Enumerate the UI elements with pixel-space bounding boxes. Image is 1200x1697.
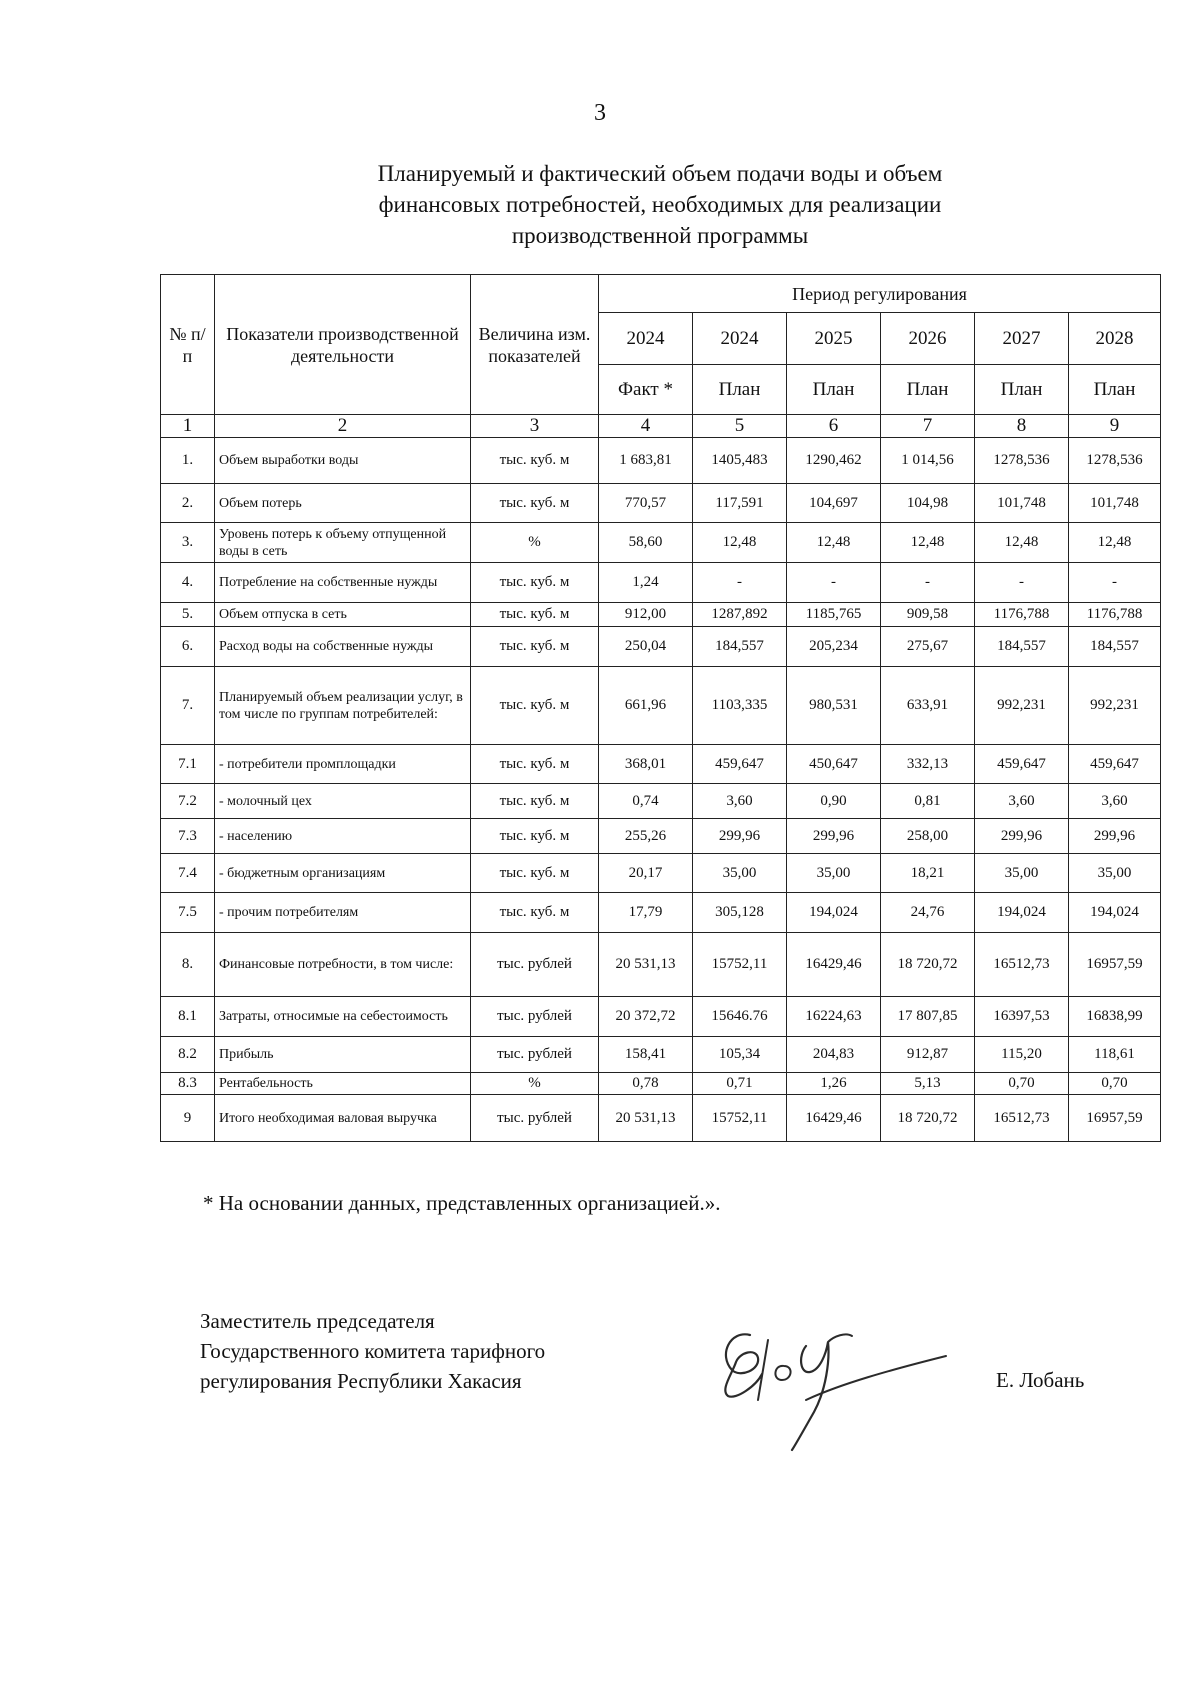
row-value: 12,48 <box>881 523 975 563</box>
row-value: 117,591 <box>693 484 787 523</box>
row-number: 7.3 <box>161 819 215 854</box>
row-value: 18,21 <box>881 854 975 893</box>
row-value: 194,024 <box>975 893 1069 933</box>
row-unit: тыс. куб. м <box>471 893 599 933</box>
row-value: 12,48 <box>975 523 1069 563</box>
row-unit: тыс. куб. м <box>471 484 599 523</box>
table-row <box>161 997 1161 1037</box>
row-value: 1,24 <box>599 563 693 603</box>
table-row <box>161 819 1161 854</box>
row-number: 6. <box>161 627 215 667</box>
row-indicator: - бюджетным организациям <box>215 854 471 893</box>
row-value: 368,01 <box>599 745 693 784</box>
row-value: - <box>1069 563 1161 603</box>
row-unit: тыс. куб. м <box>471 667 599 745</box>
row-unit: % <box>471 1073 599 1095</box>
row-value: 105,34 <box>693 1037 787 1073</box>
row-value: 0,78 <box>599 1073 693 1095</box>
row-value: 633,91 <box>881 667 975 745</box>
row-value: 18 720,72 <box>881 1095 975 1142</box>
signer-position-line: Государственного комитета тарифного <box>200 1339 546 1363</box>
row-unit: тыс. куб. м <box>471 603 599 627</box>
row-indicator: Итого необходимая валовая выручка <box>215 1095 471 1142</box>
row-unit: тыс. рублей <box>471 1095 599 1142</box>
row-number: 7.1 <box>161 745 215 784</box>
row-value: 3,60 <box>975 784 1069 819</box>
header-type: План <box>975 365 1069 415</box>
table-row <box>161 667 1161 745</box>
column-number: 7 <box>881 415 975 438</box>
table-row <box>161 627 1161 667</box>
row-value: 980,531 <box>787 667 881 745</box>
row-value: 24,76 <box>881 893 975 933</box>
title-line: производственной программы <box>511 223 809 248</box>
signer-name: Е. Лобань <box>996 1368 1085 1392</box>
row-unit: тыс. куб. м <box>471 784 599 819</box>
row-indicator: - прочим потребителям <box>215 893 471 933</box>
row-value: 299,96 <box>693 819 787 854</box>
row-value: 16512,73 <box>975 1095 1069 1142</box>
row-number: 8.1 <box>161 997 215 1037</box>
row-value: 0,70 <box>975 1073 1069 1095</box>
row-value: 305,128 <box>693 893 787 933</box>
row-value: 17,79 <box>599 893 693 933</box>
header-year: 2025 <box>787 313 881 365</box>
document-title <box>300 158 1020 251</box>
row-value: 184,557 <box>1069 627 1161 667</box>
row-indicator: Уровень потерь к объему отпущенной воды в сеть <box>215 523 471 563</box>
row-value: 459,647 <box>975 745 1069 784</box>
row-value: 332,13 <box>881 745 975 784</box>
handwritten-signature <box>710 1300 950 1460</box>
row-value: 205,234 <box>787 627 881 667</box>
row-value: 912,00 <box>599 603 693 627</box>
row-value: 16512,73 <box>975 933 1069 997</box>
header-type: План <box>1069 365 1161 415</box>
row-unit: тыс. куб. м <box>471 563 599 603</box>
column-number: 4 <box>599 415 693 438</box>
row-indicator: Потребление на собственные нужды <box>215 563 471 603</box>
row-value: 15646.76 <box>693 997 787 1037</box>
row-value: 459,647 <box>1069 745 1161 784</box>
row-value: 35,00 <box>787 854 881 893</box>
row-value: 3,60 <box>693 784 787 819</box>
row-value: 909,58 <box>881 603 975 627</box>
row-value: 58,60 <box>599 523 693 563</box>
column-number: 9 <box>1069 415 1161 438</box>
row-value: 104,697 <box>787 484 881 523</box>
row-value: 3,60 <box>1069 784 1161 819</box>
row-indicator: - потребители промплощадки <box>215 745 471 784</box>
row-value: 275,67 <box>881 627 975 667</box>
header-num: № п/п <box>161 275 215 415</box>
table-row <box>161 784 1161 819</box>
row-value: 184,557 <box>693 627 787 667</box>
row-unit: тыс. рублей <box>471 1037 599 1073</box>
row-value: 17 807,85 <box>881 997 975 1037</box>
header-year: 2027 <box>975 313 1069 365</box>
row-value: 1176,788 <box>1069 603 1161 627</box>
row-value: 12,48 <box>787 523 881 563</box>
table-row <box>161 854 1161 893</box>
row-value: 1278,536 <box>975 438 1069 484</box>
row-number: 4. <box>161 563 215 603</box>
header-type: План <box>787 365 881 415</box>
row-value: 0,74 <box>599 784 693 819</box>
row-indicator: Расход воды на собственные нужды <box>215 627 471 667</box>
title-line: Планируемый и фактический объем подачи воды и объем <box>377 161 943 186</box>
row-value: 0,90 <box>787 784 881 819</box>
row-unit: тыс. рублей <box>471 997 599 1037</box>
signer-position <box>200 1306 545 1396</box>
row-value: 35,00 <box>975 854 1069 893</box>
row-value: 1290,462 <box>787 438 881 484</box>
row-value: 16957,59 <box>1069 933 1161 997</box>
row-value: 158,41 <box>599 1037 693 1073</box>
row-value: - <box>787 563 881 603</box>
row-unit: тыс. куб. м <box>471 854 599 893</box>
row-value: 450,647 <box>787 745 881 784</box>
row-unit: тыс. куб. м <box>471 627 599 667</box>
row-value: 115,20 <box>975 1037 1069 1073</box>
title-line: финансовых потребностей, необходимых для реализации <box>378 192 942 217</box>
row-value: 16838,99 <box>1069 997 1161 1037</box>
row-value: 16224,63 <box>787 997 881 1037</box>
header-type: План <box>881 365 975 415</box>
header-type: Факт * <box>599 365 693 415</box>
row-value: 1103,335 <box>693 667 787 745</box>
row-value: 992,231 <box>1069 667 1161 745</box>
row-value: 16957,59 <box>1069 1095 1161 1142</box>
production-program-table <box>160 274 1161 1142</box>
row-number: 7. <box>161 667 215 745</box>
table-row <box>161 1037 1161 1073</box>
row-unit: % <box>471 523 599 563</box>
table-row <box>161 933 1161 997</box>
row-number: 1. <box>161 438 215 484</box>
row-value: 16397,53 <box>975 997 1069 1037</box>
row-value: 15752,11 <box>693 1095 787 1142</box>
row-value: 1287,892 <box>693 603 787 627</box>
row-value: 104,98 <box>881 484 975 523</box>
header-year: 2024 <box>693 313 787 365</box>
row-number: 9 <box>161 1095 215 1142</box>
table-row <box>161 523 1161 563</box>
header-unit: Величина изм. показателей <box>471 275 599 415</box>
row-value: 12,48 <box>1069 523 1161 563</box>
row-value: 1176,788 <box>975 603 1069 627</box>
row-value: 299,96 <box>787 819 881 854</box>
row-unit: тыс. куб. м <box>471 819 599 854</box>
row-number: 7.4 <box>161 854 215 893</box>
column-number: 5 <box>693 415 787 438</box>
footnote: * На основании данных, представленных организацией.». <box>203 1191 721 1215</box>
header-type: План <box>693 365 787 415</box>
row-unit: тыс. куб. м <box>471 438 599 484</box>
row-value: 194,024 <box>787 893 881 933</box>
row-value: 5,13 <box>881 1073 975 1095</box>
row-indicator: Объем выработки воды <box>215 438 471 484</box>
table-row <box>161 745 1161 784</box>
row-value: 1278,536 <box>1069 438 1161 484</box>
row-value: 258,00 <box>881 819 975 854</box>
row-value: 12,48 <box>693 523 787 563</box>
row-value: 661,96 <box>599 667 693 745</box>
table-row <box>161 484 1161 523</box>
row-value: 1185,765 <box>787 603 881 627</box>
row-value: 0,81 <box>881 784 975 819</box>
row-indicator: Прибыль <box>215 1037 471 1073</box>
header-year: 2026 <box>881 313 975 365</box>
row-number: 8.3 <box>161 1073 215 1095</box>
row-indicator: - населению <box>215 819 471 854</box>
row-number: 8. <box>161 933 215 997</box>
row-value: 299,96 <box>975 819 1069 854</box>
row-value: 1405,483 <box>693 438 787 484</box>
row-value: 101,748 <box>1069 484 1161 523</box>
table-row <box>161 1073 1161 1095</box>
row-value: 459,647 <box>693 745 787 784</box>
row-number: 7.2 <box>161 784 215 819</box>
row-value: 1 683,81 <box>599 438 693 484</box>
table-row <box>161 563 1161 603</box>
row-value: 0,70 <box>1069 1073 1161 1095</box>
column-number: 1 <box>161 415 215 438</box>
row-value: 1 014,56 <box>881 438 975 484</box>
header-year: 2028 <box>1069 313 1161 365</box>
row-number: 3. <box>161 523 215 563</box>
row-value: 204,83 <box>787 1037 881 1073</box>
page-number: 3 <box>594 100 606 126</box>
header-period: Период регулирования <box>599 275 1161 313</box>
column-number: 8 <box>975 415 1069 438</box>
row-value: - <box>975 563 1069 603</box>
row-value: 184,557 <box>975 627 1069 667</box>
row-indicator: Затраты, относимые на себестоимость <box>215 997 471 1037</box>
signer-position-line: регулирования Республики Хакасия <box>200 1369 522 1393</box>
row-number: 8.2 <box>161 1037 215 1073</box>
table-row <box>161 1095 1161 1142</box>
row-value: 35,00 <box>1069 854 1161 893</box>
row-number: 7.5 <box>161 893 215 933</box>
header-year: 2024 <box>599 313 693 365</box>
row-value: 18 720,72 <box>881 933 975 997</box>
row-indicator: - молочный цех <box>215 784 471 819</box>
table-row <box>161 893 1161 933</box>
row-value: 15752,11 <box>693 933 787 997</box>
row-value: - <box>881 563 975 603</box>
signer-position-line: Заместитель председателя <box>200 1309 435 1333</box>
row-value: 194,024 <box>1069 893 1161 933</box>
row-value: - <box>693 563 787 603</box>
row-number: 5. <box>161 603 215 627</box>
column-number: 2 <box>215 415 471 438</box>
row-value: 118,61 <box>1069 1037 1161 1073</box>
row-value: 0,71 <box>693 1073 787 1095</box>
column-number: 3 <box>471 415 599 438</box>
column-number: 6 <box>787 415 881 438</box>
row-value: 255,26 <box>599 819 693 854</box>
row-value: 20 531,13 <box>599 1095 693 1142</box>
row-value: 20 531,13 <box>599 933 693 997</box>
row-value: 16429,46 <box>787 1095 881 1142</box>
row-number: 2. <box>161 484 215 523</box>
row-indicator: Объем потерь <box>215 484 471 523</box>
table-row <box>161 438 1161 484</box>
row-indicator: Объем отпуска в сеть <box>215 603 471 627</box>
row-value: 770,57 <box>599 484 693 523</box>
row-indicator: Финансовые потребности, в том числе: <box>215 933 471 997</box>
row-unit: тыс. куб. м <box>471 745 599 784</box>
row-value: 101,748 <box>975 484 1069 523</box>
row-value: 20 372,72 <box>599 997 693 1037</box>
row-value: 992,231 <box>975 667 1069 745</box>
table-row <box>161 603 1161 627</box>
row-value: 35,00 <box>693 854 787 893</box>
row-value: 250,04 <box>599 627 693 667</box>
row-value: 912,87 <box>881 1037 975 1073</box>
row-unit: тыс. рублей <box>471 933 599 997</box>
row-value: 299,96 <box>1069 819 1161 854</box>
row-value: 20,17 <box>599 854 693 893</box>
header-indicator: Показатели производственной деятельности <box>215 275 471 415</box>
row-indicator: Рентабельность <box>215 1073 471 1095</box>
row-indicator: Планируемый объем реализации услуг, в том числе по группам потребителей: <box>215 667 471 745</box>
row-value: 16429,46 <box>787 933 881 997</box>
row-value: 1,26 <box>787 1073 881 1095</box>
